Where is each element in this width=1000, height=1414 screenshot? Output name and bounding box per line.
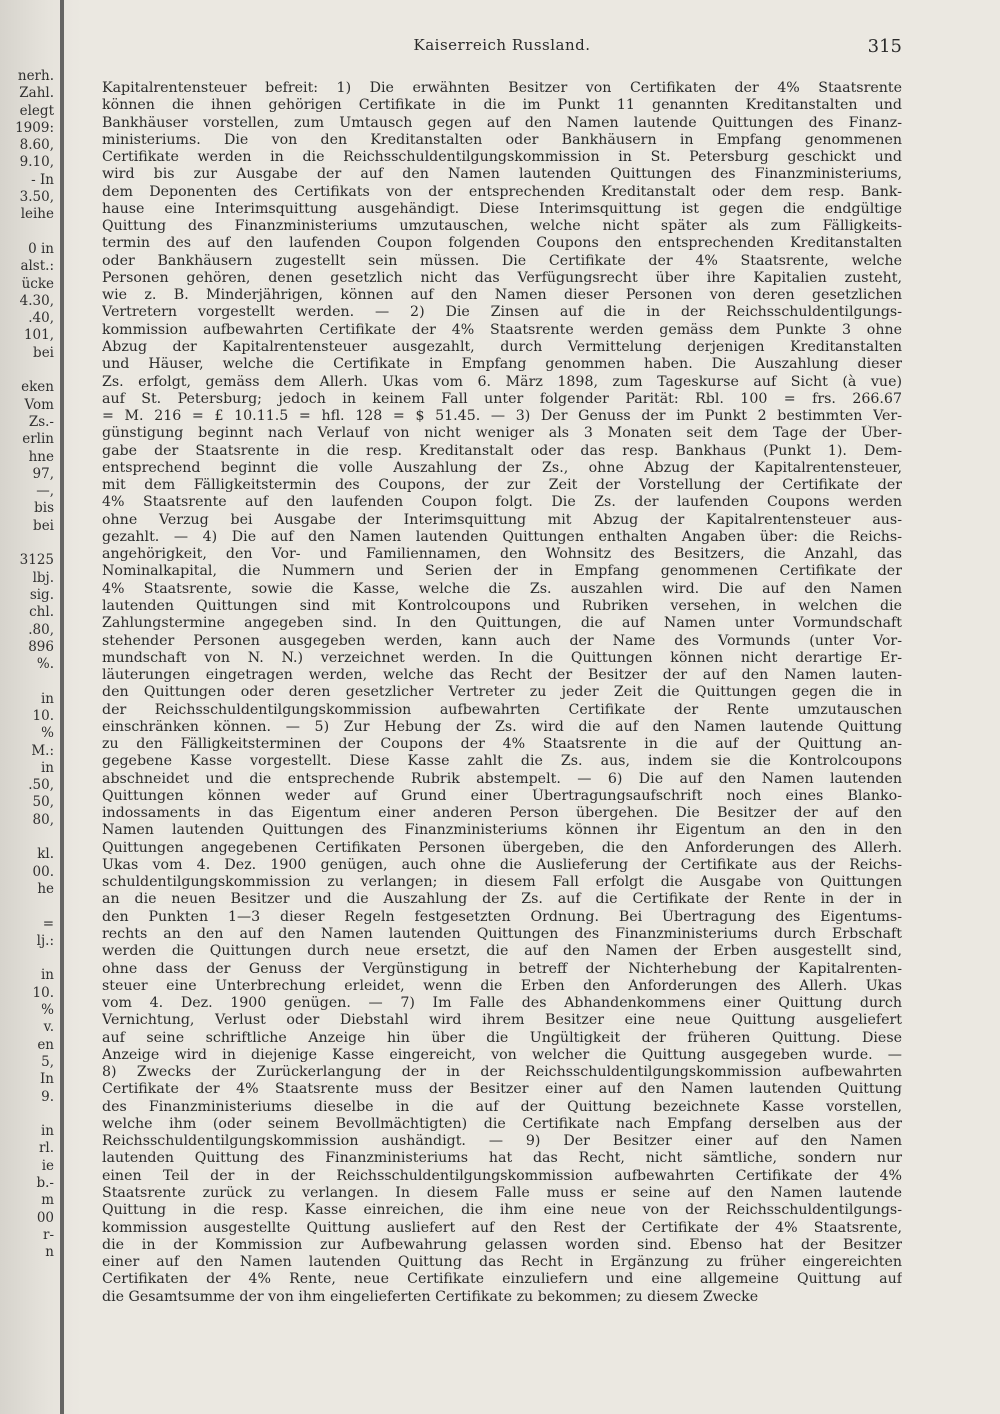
text-line: Staatsrente zurück zu verlangen. In diesem Falle muss er seine auf den Namen lautende	[102, 1185, 902, 1201]
text-line: kommission aufbewahrten Certifikate der 4% Staatsrente werden gemäss dem Punkte 3 ohne	[102, 321, 902, 338]
margin-fragment: Zs.-	[28, 413, 54, 430]
text-line: Vertretern vorgestellt werden. — 2) Die Zinsen auf die in der Reichsschuldentilgungs-	[102, 304, 902, 321]
margin-fragment: .50,	[28, 777, 54, 794]
margin-fragment: 4.30,	[19, 292, 54, 309]
margin-fragment: 97,	[32, 465, 54, 482]
text-line: zu den Fälligkeitsterminen der Coupons der 4% Staatsrente in die auf der Quittung an-	[102, 736, 902, 753]
text-line: indossaments in das Eigentum einer anderen Person übergehen. Die Besitzer der auf den	[102, 805, 902, 822]
margin-fragment: 10.	[32, 707, 54, 724]
text-line: oder Bankhäusern zugestellt sein müssen. Die Certifikate der 4% Staatsrente, welche	[102, 252, 902, 269]
text-line: auf St. Petersburg; jedoch in keinem Fall unter folgender Parität: Rbl. 100 = frs. 266.67	[102, 390, 902, 407]
text-line: einer auf den Namen lautenden Quittung das Recht in Ergänzung zu früher eingereichten	[102, 1254, 902, 1271]
text-line: mundschaft von N. N.) verzeichnet werden. In die Quittungen können nicht derartige Er-	[102, 649, 902, 666]
body-text	[102, 80, 902, 1306]
text-line: Quittung des Finanzministeriums umzutauschen, welche nicht später als zum Fälligkeits-	[102, 218, 902, 235]
text-line: = M. 216 = £ 10.11.5 = hfl. 128 = $ 51.45. — 3) Der Genuss der im Punkt 2 bestimmten Ver-	[102, 408, 902, 425]
margin-fragment	[0, 829, 58, 846]
text-line: gegebene Kasse vorgestellt. Diese Kasse zahlt die Zs. aus, indem sie die Kontrolcoupons	[102, 753, 902, 770]
margin-fragment: %	[41, 1002, 54, 1019]
margin-fragment: in	[40, 690, 54, 707]
text-line: mit dem Fälligkeitstermin des Coupons, der zur Zeit der Vorstellung der Certifikate der	[102, 477, 902, 494]
text-line: ohne dass der Genuss der Vergünstigung in betreff der Nichterhebung der Kapitalrenten-	[102, 960, 902, 977]
margin-fragment: Zahl.	[19, 85, 54, 102]
text-line: Certifikaten der 4% Rente, neue Certifikate einzuliefern und eine allgemeine Quittung auf	[102, 1271, 902, 1288]
margin-fragment: erlin	[22, 431, 54, 448]
text-line: den Quittungen oder deren gesetzlicher Vertreter zu jeder Zeit die Quittungen gegen die in	[102, 684, 902, 701]
margin-fragment: lbj.	[32, 569, 54, 586]
text-line: auf seine schriftliche Anzeige hin über die Ungültigkeit der früheren Quittung. Diese	[102, 1029, 902, 1046]
margin-fragment: chl.	[29, 604, 54, 621]
margin-fragment: 00	[36, 1209, 54, 1226]
text-line: die Gesamtsumme der von ihm eingelieferten Certifikate zu bekommen; zu diesem Zwecke	[102, 1288, 759, 1305]
text-line: können die ihnen gehörigen Certifikate in die im Punkt 11 genannten Kreditanstalten und	[102, 97, 902, 114]
text-line: kommission ausgestellte Quittung ausliefert auf den Rest der Certifikate der 4% Staatsrente,	[102, 1219, 902, 1236]
text-line: rechts an den auf den Namen lautenden Quittungen des Finanzministeriums durch Erbschaft	[102, 926, 902, 943]
text-line: ohne Verzug bei Ausgabe der Interimsquittung mit Abzug der Kapitalrentensteuer aus-	[102, 511, 902, 528]
text-line: lautenden Quittungen sind mit Kontrolcoupons und Rubriken versehen, in welchen die	[102, 597, 902, 614]
margin-fragment: 50,	[32, 794, 54, 811]
page-fold-line	[60, 0, 64, 1414]
margin-fragment: alst.:	[20, 258, 54, 275]
running-title: Kaiserreich Russland.	[413, 36, 591, 54]
text-line: lautenden Quittung des Finanzministeriums hat das Recht, nicht sämtliche, sondern nur	[102, 1150, 902, 1167]
text-line: dem Deponenten des Certifikats von der entsprechenden Kreditanstalt oder dem resp. Bank-	[102, 183, 902, 200]
margin-fragment: m	[41, 1192, 54, 1209]
margin-fragment: %.	[36, 656, 54, 673]
margin-fragment: bei	[33, 517, 54, 534]
text-line: wird bis zur Ausgabe der auf den Namen lautenden Quittungen des Finanzministeriums,	[102, 166, 902, 183]
margin-fragment: sig.	[29, 586, 54, 603]
margin-fragment: %	[41, 725, 54, 742]
margin-fragment: 80,	[32, 811, 54, 828]
margin-fragment: 00.	[32, 863, 54, 880]
text-line: 8) Zwecks der Zurückerlangung der in der Reichsschuldentilgungskommission aufbewahrten	[102, 1064, 902, 1081]
margin-fragment: rl.	[38, 1140, 54, 1157]
margin-fragment	[0, 673, 58, 690]
text-line: Abzug der Kapitalrentensteuer ausgezahlt, durch Vermittelung derjenigen Kreditanstalten	[102, 338, 902, 355]
text-line: Certifikate der 4% Staatsrente muss der Besitzer einer auf den Namen lautenden Quittung	[102, 1081, 902, 1098]
margin-fragment: lj.:	[36, 932, 54, 949]
margin-fragment: .80,	[28, 621, 54, 638]
margin-fragment: eken	[21, 379, 54, 396]
previous-page-margin-fragments	[0, 68, 58, 1261]
margin-fragment: - In	[31, 171, 54, 188]
margin-fragment: Vom	[24, 396, 54, 413]
margin-fragment: ie	[41, 1157, 54, 1174]
margin-fragment: nerh.	[17, 68, 54, 84]
text-line: Anzeige wird in diejenige Kasse eingereicht, von welcher die Quittung ausgegeben wurde. —	[102, 1046, 902, 1063]
text-line: welche ihm (oder seinem Bevollmächtigten) die Certifikate nach Empfang derselben aus der	[102, 1115, 902, 1132]
text-line: den Punkten 1—3 dieser Regeln festgesetzten Ordnung. Bei Übertragung des Eigentums-	[102, 908, 902, 925]
margin-fragment: leihe	[20, 206, 54, 223]
text-line: abschneidet und die entsprechende Rubrik abstempelt. — 6) Die auf den Namen lautenden	[102, 770, 902, 787]
margin-fragment: hne	[28, 448, 54, 465]
margin-fragment	[0, 362, 58, 379]
margin-fragment: 1909:	[15, 119, 54, 136]
margin-fragment: bei	[33, 344, 54, 361]
margin-fragment	[0, 224, 58, 241]
text-line: schuldentilgungskommission zu verlangen; in diesem Fall erfolgt die Ausgabe von Quittungen	[102, 874, 902, 891]
text-line: einen Teil der in der Reichsschuldentilgungskommission aufbewahrten Certifikate der 4%	[102, 1167, 902, 1184]
text-line: stehender Personen ausgegeben werden, kann auch der Name des Vormunds (unter Vor-	[102, 632, 902, 649]
text-line: Zs. erfolgt, gemäss dem Allerh. Ukas vom 6. März 1898, zum Tageskurse auf Sicht (à vue)	[102, 373, 902, 390]
margin-fragment: 9.	[41, 1088, 54, 1105]
margin-fragment: 10.	[32, 984, 54, 1001]
text-line: an die neuen Besitzer und die Auszahlung der Zs. auf die Certifikate der Rente in der in	[102, 891, 902, 908]
margin-fragment: 3125	[19, 552, 54, 569]
text-line: der Reichsschuldentilgungskommission aufbewahrten Certifikate der Rente umzutauschen	[102, 701, 902, 718]
margin-fragment: he	[37, 880, 54, 897]
text-line: wie z. B. Minderjährigen, können auf den Namen dieser Personen von deren gesetzlichen	[102, 287, 902, 304]
margin-fragment: n	[45, 1244, 54, 1261]
text-line: Bankhäuser vorstellen, zum Umtausch gegen auf den Namen lautende Quittungen des Finanz-	[102, 114, 902, 131]
text-line: gabe der Staatsrente in die resp. Kreditanstalt oder das resp. Bankhaus (Punkt 1). Dem-	[102, 442, 902, 459]
margin-fragment: In	[39, 1071, 54, 1088]
margin-fragment: kl.	[37, 846, 54, 863]
margin-fragment	[0, 950, 58, 967]
text-line: 4% Staatsrente auf den laufenden Coupon folgt. Die Zs. der laufenden Coupons werden	[102, 494, 902, 511]
text-line: einschränken können. — 5) Zur Hebung der Zs. wird die auf den Namen lautende Quittung	[102, 718, 902, 735]
text-line: Reichsschuldentilgungskommission aushändigt. — 9) Der Besitzer einer auf den Namen	[102, 1133, 902, 1150]
text-line: Namen lautenden Quittungen des Finanzministeriums können ihr Eigentum an den in den	[102, 822, 902, 839]
text-line: vom 4. Dez. 1900 genügen. — 7) Im Falle des Abhandenkommens einer Quittung durch	[102, 995, 902, 1012]
text-line: termin des auf den laufenden Coupon folgenden Coupons den entsprechenden Kreditanstalten	[102, 235, 902, 252]
text-line: angehörigkeit, den Vor- und Familiennamen, den Wohnsitz des Besitzers, die Anzahl, das	[102, 546, 902, 563]
margin-fragment: M.:	[31, 742, 54, 759]
text-line: läuterungen eingetragen werden, welche das Recht der Besitzer der auf den Namen lauten-	[102, 667, 902, 684]
text-line: Quittung in die resp. Kasse einreichen, die ihm eine neue von der Reichsschuldentilgungs-	[102, 1202, 902, 1219]
text-line: entsprechend beginnt die volle Auszahlung der Zs., ohne Abzug der Kapitalrentensteuer,	[102, 459, 902, 476]
text-line: werden die Quittungen durch neue ersetzt, die auf den Namen der Erben ausgestellt sind,	[102, 943, 902, 960]
margin-fragment: 101,	[23, 327, 54, 344]
margin-fragment: ücke	[21, 275, 54, 292]
text-line: hause eine Interimsquittung ausgehändigt. Diese Interimsquittung ist gegen die endgültige	[102, 200, 902, 217]
text-line: Personen gehören, denen gesetzlich nicht das Verfügungsrecht über ihre Kapitalien zusteht,	[102, 269, 902, 286]
margin-fragment: 5,	[41, 1053, 54, 1070]
margin-fragment: —,	[36, 483, 54, 500]
margin-fragment	[0, 898, 58, 915]
margin-fragment: in	[40, 967, 54, 984]
margin-fragment: .40,	[28, 310, 54, 327]
margin-fragment: 896	[28, 638, 54, 655]
margin-fragment	[0, 1106, 58, 1123]
text-line: die in der Kommission zur Aufbewahrung gelassen worden sind. Ebenso hat der Besitzer	[102, 1236, 902, 1253]
text-line: Zahlungstermine angegeben sind. In den Quittungen, die auf Namen unter Vormundschaft	[102, 615, 902, 632]
margin-fragment: in	[40, 759, 54, 776]
margin-fragment: =	[42, 915, 54, 932]
margin-fragment: bis	[34, 500, 54, 517]
margin-fragment: b.-	[36, 1175, 54, 1191]
text-line: Ukas vom 4. Dez. 1900 genügen, auch ohne die Auslieferung der Certifikate aus der Reichs-	[102, 856, 902, 873]
margin-fragment: v.	[43, 1019, 54, 1036]
margin-fragment: 9.10,	[19, 154, 54, 171]
text-line: günstigung beginnt nach Verlauf von nicht weniger als 3 Monaten seit dem Tage der Über-	[102, 425, 902, 442]
text-line: und Häuser, welche die Certifikate in Empfang genommen haben. Die Auszahlung dieser	[102, 356, 902, 373]
text-line: Quittungen können weder auf Grund einer Übertragungsaufschrift noch eines Blanko-	[102, 787, 902, 804]
text-line: gezahlt. — 4) Die auf den Namen lautenden Quittungen enthalten Angaben über: die Reichs-	[102, 528, 902, 545]
margin-fragment: in	[40, 1123, 54, 1140]
page-header	[102, 36, 902, 60]
text-line: ministeriums. Die von den Kreditanstalten oder Bankhäusern in Empfang genommenen	[102, 131, 902, 148]
text-line: des Finanzministeriums dieselbe in die auf der Quittung bezeichnete Kasse vorstellen,	[102, 1098, 902, 1115]
margin-fragment: 3.50,	[19, 189, 54, 206]
page-number: 315	[867, 36, 902, 57]
text-line: steuer eine Unterbrechung erleidet, wenn die Erben den Anforderungen des Allerh. Ukas	[102, 977, 902, 994]
text-line: Nominalkapital, die Nummern und Serien der in Empfang genommenen Certifikate der	[102, 563, 902, 580]
margin-fragment: 0 in	[28, 240, 54, 257]
text-line: 4% Staatsrente, sowie die Kasse, welche die Zs. auszahlen wird. Die auf den Namen	[102, 580, 902, 597]
margin-fragment: elegt	[19, 102, 54, 119]
text-line: Kapitalrentensteuer befreit: 1) Die erwähnten Besitzer von Certifikaten der 4% Staatsrente	[102, 80, 902, 96]
text-line: Quittungen angegebenen Certifikaten Personen übergeben, die den Anforderungen des Allerh.	[102, 839, 902, 856]
margin-fragment	[0, 535, 58, 552]
margin-fragment: r-	[42, 1226, 54, 1243]
margin-fragment: 8.60,	[19, 137, 54, 154]
text-line: Vernichtung, Verlust oder Diebstahl wird ihrem Besitzer eine neue Quittung ausgeliefert	[102, 1012, 902, 1029]
margin-fragment: en	[37, 1036, 54, 1053]
text-line: Certifikate werden in die Reichsschuldentilgungskommission in St. Petersburg geschickt und	[102, 149, 902, 166]
